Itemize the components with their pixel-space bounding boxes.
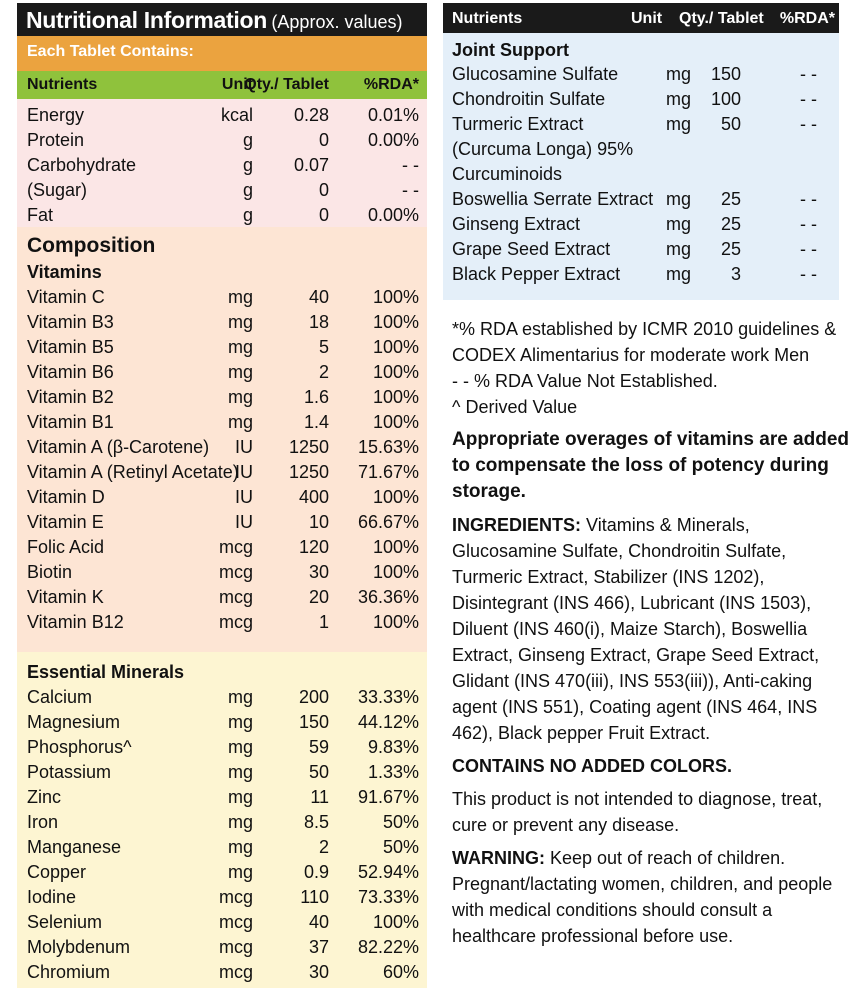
nutrient-rda: 60% [382,962,419,982]
nutrient-rda: 100% [372,387,419,407]
nutrient-qty: 1250 [288,437,329,457]
nutrient-rda: 15.63% [357,437,419,457]
nutrient-rda: 0.00% [367,205,419,225]
nutrient-rda: 66.67% [357,512,419,532]
nutrient-qty: 30 [308,562,329,582]
nutrient-name: Magnesium [27,712,121,732]
nutrient-qty: 0 [318,180,329,200]
nutrient-rda: 50% [382,812,419,832]
composition-section [17,227,427,652]
nutrient-rda: 33.33% [357,687,419,707]
nutrient-unit: mg [227,337,253,357]
joint-support-title: Joint Support [452,40,569,60]
nutrient-unit: mg [227,287,253,307]
header-nutrients: Nutrients [27,76,98,93]
nutrient-unit: IU [235,487,253,507]
nutrient-qty: 40 [308,287,329,307]
nutrient-name: (Sugar) [27,180,88,200]
table-row [17,885,427,910]
nutrient-qty: 150 [710,64,741,84]
nutrient-qty: 50 [308,762,329,782]
nutrient-unit: mg [666,214,692,234]
warning-text: Keep out of reach of children. Pregnant/lactating women, children, and people with medical conditions should consult a healthcare professional before use. [452,848,833,946]
nutrient-rda: 73.33% [357,887,419,907]
nutrient-name: Zinc [27,787,62,807]
nutrient-name: Boswellia Serrate Extract [452,189,654,209]
nutrient-rda: 9.83% [367,737,419,757]
nutrient-rda: 100% [372,487,419,507]
nutrient-name: Vitamin B3 [27,312,114,332]
joint-support-panel [443,3,839,300]
table-row [17,810,427,835]
nutrient-unit: g [242,130,253,150]
nutrient-unit: mg [227,362,253,382]
table-row [443,62,839,87]
disclaimer: This product is not intended to diagnose, treat, cure or prevent any disease. [452,789,823,835]
header-nutrients: Nutrients [452,10,523,27]
table-row [17,128,427,153]
nutrient-unit: mg [666,64,692,84]
nutrient-qty: 100 [710,89,741,109]
nutrient-rda: 100% [372,537,419,557]
overage-note-1: Appropriate overages of vitamins are added [452,429,850,450]
nutrient-name: Iodine [27,887,77,907]
minerals-section [17,652,427,988]
nutrient-qty: 110 [300,887,329,907]
nutrient-rda: 100% [372,362,419,382]
nutrient-unit: mg [666,189,692,209]
nutrition-panel [17,3,427,993]
nutrient-rda: 50% [382,837,419,857]
nutrient-name: Black Pepper Extract [452,264,621,284]
table-row [17,860,427,885]
table-row [17,335,427,360]
nutrient-unit: mcg [218,962,253,982]
nutrient-unit: mg [666,264,692,284]
nutrient-qty: 150 [298,712,329,732]
nutrient-name: Folic Acid [27,537,105,557]
nutrient-name: Fat [27,205,54,225]
nutrient-qty: 2 [318,362,329,382]
nutrient-name: Vitamin A (Retinyl Acetate) [27,462,239,482]
minerals-title: Essential Minerals [27,662,185,682]
table-row [17,360,427,385]
joint-table-header [443,3,839,33]
header-rda: %RDA* [363,76,419,93]
table-row [17,910,427,935]
derived-note: ^ Derived Value [452,397,578,417]
table-row [17,103,427,128]
nutrient-name: Vitamin B5 [27,337,114,357]
warning-label: WARNING: [452,848,545,868]
nutrient-name: Vitamin B12 [27,612,124,632]
nutrient-rda: - - [800,64,817,84]
nutrient-unit: g [242,205,253,225]
nutrient-unit: mg [227,387,253,407]
nutrient-rda: 100% [372,287,419,307]
nutrient-qty: 0.28 [293,105,329,125]
table-row [17,560,427,585]
nutrient-name: Molybdenum [27,937,131,957]
nutrient-qty: 200 [298,687,329,707]
table-row [443,87,839,112]
nutrient-qty: 50 [720,114,741,134]
nutrient-unit: mcg [218,912,253,932]
table-row [17,285,427,310]
nutrient-qty: 8.5 [303,812,329,832]
overage-note-2: to compensate the loss of potency during storage. [452,455,829,502]
nutrient-qty: 20 [308,587,329,607]
table-row [17,785,427,810]
nutrient-name: Glucosamine Sulfate [452,64,619,84]
nutrient-qty: 30 [308,962,329,982]
nutrient-qty: 25 [720,189,741,209]
nutrient-rda: - - [800,239,817,259]
table-row [17,203,427,228]
nutrient-qty: 37 [308,937,329,957]
nutrient-rda: 71.67% [357,462,419,482]
vitamins-title: Vitamins [27,262,102,282]
nutrient-rda: 100% [372,312,419,332]
nutrient-name: Grape Seed Extract [452,239,611,259]
nutrient-rda: - - [402,180,419,200]
nutrient-rda: 0.01% [367,105,419,125]
nutrient-qty: 59 [308,737,329,757]
vitamin-list [17,285,427,635]
nutrient-unit: mcg [218,537,253,557]
nutrient-name: Vitamin E [27,512,104,532]
not-established-note: - - % RDA Value Not Established. [452,371,718,391]
nutrient-unit: mg [666,114,692,134]
table-row [17,310,427,335]
warning [452,845,856,949]
nutrient-name: Copper [27,862,87,882]
table-row [443,212,839,237]
nutrient-qty: 25 [720,214,741,234]
nutrient-unit: IU [235,462,253,482]
nutrient-unit: mcg [218,887,253,907]
nutrient-name: Protein [27,130,85,150]
nutrient-name: Carbohydrate [27,155,137,175]
mineral-list [17,685,427,985]
energy-section [17,99,427,227]
header-rda: %RDA* [779,10,835,27]
nutrient-qty: 5 [318,337,329,357]
nutrient-rda: 1.33% [367,762,419,782]
nutrient-qty: 0 [318,205,329,225]
table-row [17,935,427,960]
nutrient-qty: 1250 [288,462,329,482]
nutrient-qty: 11 [310,787,329,807]
nutrient-rda: 44.12% [357,712,419,732]
nutrient-unit: mcg [218,562,253,582]
nutrient-unit: mcg [218,587,253,607]
nutrient-unit: mg [227,787,253,807]
table-row [17,585,427,610]
table-row [17,435,427,460]
nutrient-unit: mcg [218,612,253,632]
nutrient-qty: 120 [298,537,329,557]
no-colors-note: CONTAINS NO ADDED COLORS. [452,756,733,776]
table-header [17,71,427,99]
nutrient-name: Chondroitin Sulfate [452,89,606,109]
nutrient-unit: kcal [220,105,253,125]
nutrient-name: Vitamin D [27,487,105,507]
nutrient-rda: - - [402,155,419,175]
ingredients-text: Vitamins & Minerals, Glucosamine Sulfate, Chondroitin Sulfate, Turmeric Extract, Stabilizer (INS 1202), Disintegrant (INS 466), Lubricant (INS 1503), Diluent (INS 460(i), Maize Starch), Boswellia Extract, Ginseng Extract, Grape Seed Extract, Glidant (INS 470(iii), INS 553(iii)), Anti-caking agent (INS 551), Coating agent (INS 464, INS 462), Black pepper Fruit Extract. [452,515,820,743]
nutrient-name: Calcium [27,687,93,707]
nutrient-name: Vitamin B1 [27,412,114,432]
nutrient-rda: 100% [372,412,419,432]
page-title: Nutritional Information [26,7,267,33]
nutrient-rda: 100% [372,912,419,932]
table-row [443,262,839,287]
table-row [443,187,839,212]
nutrient-unit: IU [235,437,253,457]
nutrient-name: Vitamin K [27,587,104,607]
nutrient-unit: mg [227,762,253,782]
nutrient-qty: 2 [318,837,329,857]
nutrient-qty: 1.6 [303,387,329,407]
header-unit: Unit [221,76,253,93]
nutrient-rda: 0.00% [367,130,419,150]
nutrient-qty: 0 [318,130,329,150]
title-bar [17,3,427,36]
table-row [17,410,427,435]
table-row [17,385,427,410]
nutrient-unit: mg [227,712,253,732]
nutrient-unit: mg [227,412,253,432]
table-row [443,112,839,187]
table-row [17,960,427,985]
header-qty: Qty./ Tablet [679,10,764,27]
nutrient-qty: 0.9 [303,862,329,882]
nutrient-unit: mg [227,737,253,757]
nutrient-name: Biotin [27,562,73,582]
nutrient-unit: mcg [218,937,253,957]
nutrient-qty: 25 [720,239,741,259]
table-row [17,835,427,860]
nutrient-name: Potassium [27,762,112,782]
nutrient-name: Energy [27,105,85,125]
nutrient-rda: 100% [372,612,419,632]
joint-list [443,62,839,287]
nutrient-name: Vitamin B6 [27,362,114,382]
nutrient-unit: mg [227,312,253,332]
table-row [17,735,427,760]
nutrient-rda: 91.67% [357,787,419,807]
ingredients [452,512,856,746]
nutrient-unit: g [242,155,253,175]
nutrient-rda: 36.36% [357,587,419,607]
each-tablet-header: Each Tablet Contains: [17,36,427,71]
table-row [17,710,427,735]
nutrient-rda: - - [800,89,817,109]
nutrient-unit: mg [227,687,253,707]
page-subtitle: (Approx. values) [271,12,403,32]
nutrient-name: Iron [27,812,59,832]
nutrient-unit: mg [666,89,692,109]
header-qty: Qty./ Tablet [244,76,329,93]
nutrient-unit: mg [227,837,253,857]
nutrient-unit: IU [235,512,253,532]
nutrient-rda: - - [800,214,817,234]
nutrient-qty: 1 [318,612,329,632]
table-row [17,685,427,710]
nutrient-rda: 100% [372,337,419,357]
nutrient-unit: mg [227,862,253,882]
table-row [17,485,427,510]
nutrient-qty: 0.07 [293,155,329,175]
nutrient-name: Ginseng Extract [452,214,581,234]
nutrient-qty: 3 [730,264,741,284]
nutrient-name: Vitamin A (β-Carotene) [27,437,210,457]
nutrient-unit: mg [666,239,692,259]
nutrient-rda: 100% [372,562,419,582]
nutrient-rda: 52.94% [357,862,419,882]
notes-section [452,316,856,949]
table-row [17,610,427,635]
nutrient-name: Chromium [27,962,111,982]
composition-title: Composition [27,234,156,257]
nutrient-name: Vitamin C [27,287,105,307]
header-unit: Unit [631,10,663,27]
nutrient-name: Manganese [27,837,122,857]
table-row [17,153,427,178]
table-row [17,510,427,535]
rda-note: *% RDA established by ICMR 2010 guidelines & CODEX Alimentarius for moderate work Men [452,319,837,365]
table-row [17,760,427,785]
nutrient-rda: - - [800,264,817,284]
nutrient-qty: 1.4 [303,412,329,432]
nutrient-unit: mg [227,812,253,832]
nutrient-name: Phosphorus^ [27,737,132,757]
nutrient-name: Vitamin B2 [27,387,114,407]
nutrient-name: Selenium [27,912,103,932]
nutrient-qty: 18 [308,312,329,332]
table-row [17,460,427,485]
nutrient-rda: 82.22% [357,937,419,957]
nutrient-qty: 400 [298,487,329,507]
ingredients-label: INGREDIENTS: [452,515,582,535]
nutrient-rda: - - [800,189,817,209]
table-row [17,178,427,203]
nutrient-unit: g [242,180,253,200]
nutrient-name: Turmeric Extract (Curcuma Longa) 95% Curcuminoids [452,114,634,184]
nutrient-qty: 40 [308,912,329,932]
nutrient-qty: 10 [308,512,329,532]
table-row [443,237,839,262]
table-row [17,535,427,560]
nutrient-rda: - - [800,114,817,134]
